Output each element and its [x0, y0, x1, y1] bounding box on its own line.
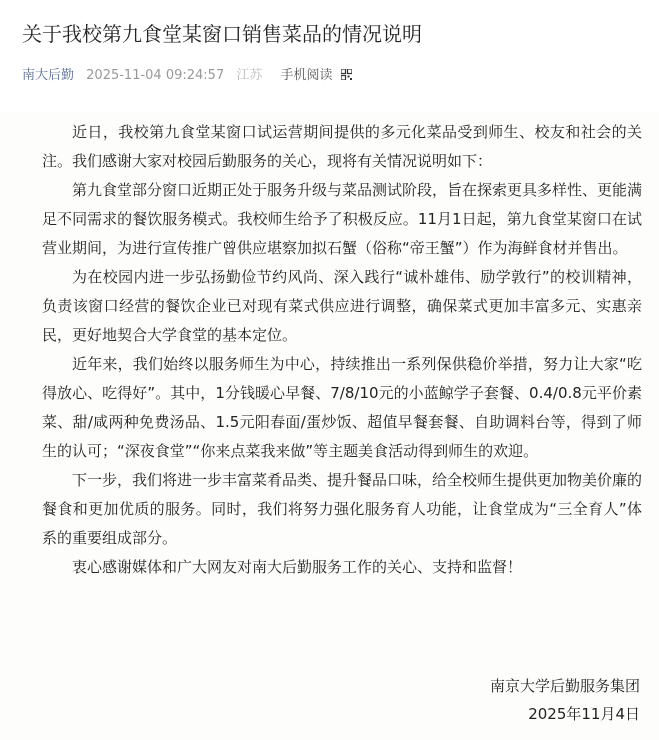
paragraph: 为在校园内进一步弘扬勤俭节约风尚、深入践行“诚朴雄伟、励学敦行”的校训精神，负责该窗口经营的餐饮企业已对现有菜式供应进行调整，确保菜式更加丰富多元、实惠亲民，更好地契合大学食堂的基本定位。: [42, 268, 642, 344]
paragraph: 第九食堂部分窗口近期正处于服务升级与菜品测试阶段，旨在探索更具多样性、更能满足不同需求的餐饮服务模式。我校师生给予了积极反应。11月1日起，第九食堂某窗口在试营业期间，为进行宣传推广曾供应堪察加拟石蟹（俗称“帝王蟹”）作为海鲜食材并售出。: [42, 181, 643, 257]
article-body: [42, 118, 642, 582]
signature: 南京大学后勤服务集团: [489, 677, 640, 695]
article-content: [0, 112, 659, 740]
paragraph: 下一步，我们将进一步丰富菜肴品类、提升餐品口味，给全校师生提供更加物美价廉的餐食和更加优质的服务。同时，我们将努力强化服务育人功能，让食堂成为“三全育人”体系的重要组成部分。: [42, 471, 643, 547]
signature-block: [490, 672, 640, 728]
publish-time: 2025-11-04 09:24:57: [86, 68, 225, 83]
author-link[interactable]: 南大后勤: [22, 68, 75, 83]
paragraph: 近日，我校第九食堂某窗口试运营期间提供的多元化菜品受到师生、校友和社会的关注。我们感谢大家对校园后勤服务的关心，现将有关情况说明如下：: [42, 123, 642, 170]
article-meta: [22, 64, 352, 83]
paragraph: 近年来，我们始终以服务师生为中心，持续推出一系列保供稳价举措，努力让大家“吃得放心、吃得好”。其中，1分钱暖心早餐、7/8/10元的小蓝鲸学子套餐、0.4/0.8元平价素菜、甜/咸两种免费汤品、1.5元阳春面/蛋炒饭、超值早餐套餐、自助调料台等，得到了师生的认可；“深夜食堂”“你来点菜我来做”等主题美食活动得到师生的欢迎。: [42, 355, 642, 460]
paragraph: 衷心感谢媒体和广大网友对南大后勤服务工作的关心、支持和监督！: [72, 558, 523, 576]
mobile-read-link[interactable]: 手机阅读: [280, 68, 333, 83]
location: 江苏: [236, 68, 263, 83]
article-title: 关于我校第九食堂某窗口销售菜品的情况说明: [22, 22, 422, 46]
signature-date: 2025年11月4日: [528, 705, 640, 723]
qr-code-icon[interactable]: [341, 69, 352, 80]
